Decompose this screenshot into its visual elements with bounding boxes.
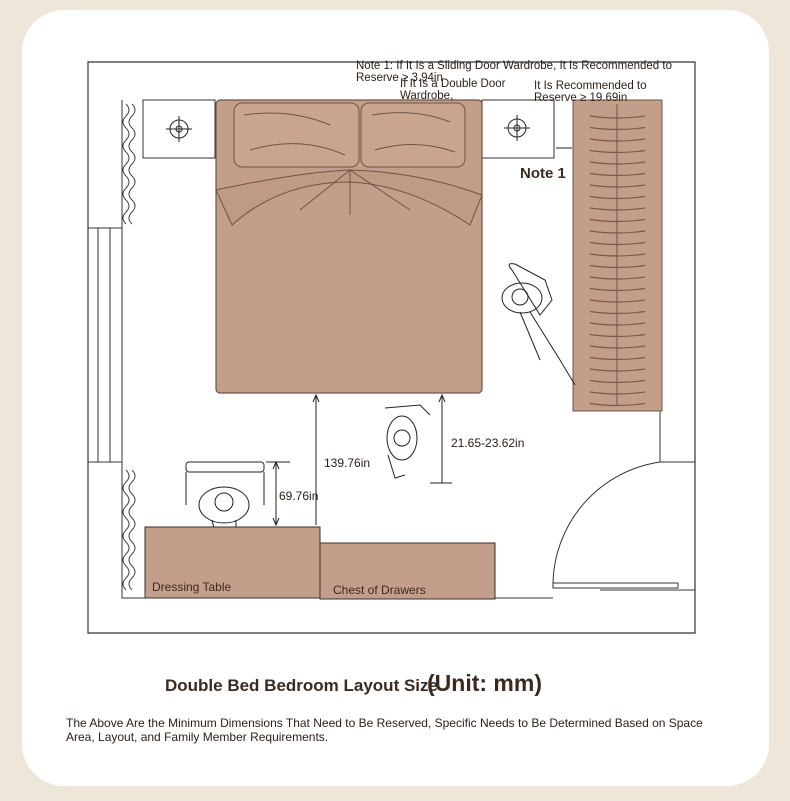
dim-chair-clearance: 69.76in [279,489,319,503]
dim-bed-to-dressing: 139.76in [324,456,371,470]
description-text: The Above Are the Minimum Dimensions That Need to Be Reserved, Specific Needs to Be Determined Based on Space Area, Layout, and Family Member Requirements. [66,716,703,744]
nightstand-right [482,100,554,158]
person-icon [385,405,430,478]
note-recommended: It Is Recommended to Reserve ≥ 19.69in [534,80,647,104]
dressing-table-label: Dressing Table [152,580,232,594]
layout-title: Double Bed Bedroom Layout Size [165,676,438,695]
chest-of-drawers-label: Chest of Drawers [333,583,426,597]
curtain-icon [123,104,135,590]
unit-label: (Unit: mm) [427,670,542,696]
wardrobe [573,100,662,411]
door-swing-icon [553,462,678,588]
person-icon [502,264,575,385]
dim-bed-to-person: 21.65-23.62in [451,436,525,450]
note1-marker: Note 1 [520,165,566,182]
note-sliding-door: Note 1: If It Is a Sliding Door Wardrobe, It Is Recommended to Reserve ≥ 3.94in [356,60,672,84]
note-double-door: If It Is a Double Door Wardrobe, [400,78,506,102]
double-bed [216,100,482,393]
window [88,228,122,462]
